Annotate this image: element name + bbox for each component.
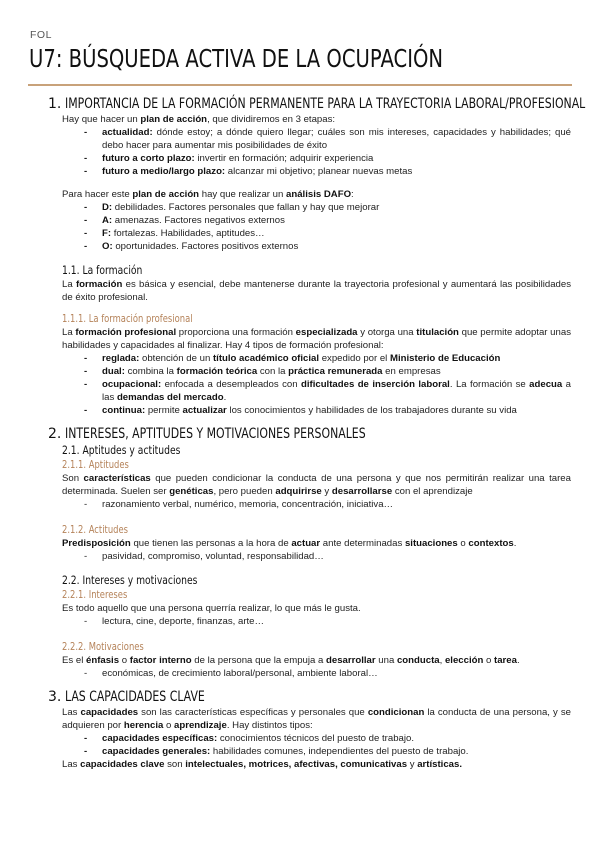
subsubsection-heading: 2.1.2. Actitudes: [62, 524, 129, 536]
paragraph: Hay que hacer un plan de acción, que dividiremos en 3 etapas:: [62, 114, 336, 125]
list-item: - económicas, de crecimiento laboral/personal, ambiente laboral…: [0, 667, 571, 680]
list-item: - continua: permite actualizar los conocimientos y habilidades de los trabajadores durante su vida: [0, 404, 571, 417]
document-content: [0, 95, 600, 771]
section-1-heading: 1. IMPORTANCIA DE LA FORMACIÓN PERMANENTE PARA LA TRAYECTORIA LABORAL/PROFESIONAL: [48, 96, 586, 112]
list-item: - pasividad, compromiso, voluntad, responsabilidad…: [0, 550, 571, 563]
paragraph: Es el énfasis o factor interno de la persona que la empuja a desarrollar una conducta, elección o tarea.: [62, 655, 520, 666]
intereses-examples: [0, 615, 600, 628]
etapas-list: [0, 126, 600, 178]
section-2-heading: 2. INTERESES, APTITUDES Y MOTIVACIONES PERSONALES: [48, 426, 366, 442]
paragraph: Las capacidades clave son intelectuales, motrices, afectivas, comunicativas y artísticas.: [62, 759, 463, 770]
paragraph: Las capacidades son las características específicas y personales que condicionan la conducta de una persona, y se adquieren por herencia o aprendizaje. Hay distintos tipos:: [62, 707, 571, 731]
list-item: - capacidades específicas: conocimientos técnicos del puesto de trabajo.: [0, 732, 571, 745]
subsubsection-heading: 2.2.2. Motivaciones: [62, 641, 144, 653]
aptitudes-examples: [0, 498, 600, 511]
list-item: - A: amenazas. Factores negativos externos: [0, 214, 571, 227]
paragraph: Para hacer este plan de acción hay que realizar un análisis DAFO:: [62, 189, 354, 200]
paragraph: Predisposición que tienen las personas a la hora de actuar ante determinadas situaciones o contextos.: [62, 538, 517, 549]
subsubsection-heading: 2.2.1. Intereses: [62, 589, 128, 601]
dafo-list: [0, 201, 600, 253]
list-item: - dual: combina la formación teórica con la práctica remunerada en empresas: [0, 365, 571, 378]
list-item: - F: fortalezas. Habilidades, aptitudes…: [0, 227, 571, 240]
list-item: - reglada: obtención de un título académico oficial expedido por el Ministerio de Educación: [0, 352, 571, 365]
fp-types-list: [0, 352, 600, 417]
subsubsection-heading: 1.1.1. La formación profesional: [62, 313, 193, 325]
course-label: FOL: [30, 29, 52, 41]
list-item: - actualidad: dónde estoy; a dónde quiero llegar; cuáles son mis intereses, capacidades y habilidades; qué debo hacer para aumentar mis posibilidades de éxito: [0, 126, 571, 152]
list-item: - futuro a corto plazo: invertir en formación; adquirir experiencia: [0, 152, 571, 165]
capacidades-list: [0, 732, 600, 758]
list-item: - ocupacional: enfocada a desempleados con dificultades de inserción laboral. La formación se adecua a las demandas del mercado.: [0, 378, 571, 404]
page-title: U7: BÚSQUEDA ACTIVA DE LA OCUPACIÓN: [29, 44, 444, 73]
list-item: - razonamiento verbal, numérico, memoria, concentración, iniciativa…: [0, 498, 571, 511]
subsection-heading: 1.1. La formación: [62, 263, 143, 277]
subsection-heading: 2.2. Intereses y motivaciones: [62, 573, 198, 587]
subsection-heading: 2.1. Aptitudes y actitudes: [62, 443, 181, 457]
list-item: - capacidades generales: habilidades comunes, independientes del puesto de trabajo.: [0, 745, 571, 758]
title-divider: [28, 84, 572, 86]
list-item: - lectura, cine, deporte, finanzas, arte…: [0, 615, 571, 628]
list-item: - D: debilidades. Factores personales que fallan y hay que mejorar: [0, 201, 571, 214]
paragraph: Son características que pueden condicionar la conducta de una persona y que nos permitirán realizar una tarea determinada. Suelen ser genéticas, pero pueden adquirirse y desarrollarse con el aprendizaje: [62, 473, 571, 497]
actitudes-examples: [0, 550, 600, 563]
paragraph: La formación es básica y esencial, debe mantenerse durante la trayectoria profesional y aumentará las posibilidades de éxito profesional.: [62, 279, 572, 303]
section-3-heading: 3. LAS CAPACIDADES CLAVE: [48, 689, 205, 705]
motivaciones-examples: [0, 667, 600, 680]
list-item: - O: oportunidades. Factores positivos externos: [0, 240, 571, 253]
paragraph: Es todo aquello que una persona querría realizar, lo que más le gusta.: [62, 603, 361, 614]
list-item: - futuro a medio/largo plazo: alcanzar mi objetivo; planear nuevas metas: [0, 165, 571, 178]
subsubsection-heading: 2.1.1. Aptitudes: [62, 459, 129, 471]
paragraph: La formación profesional proporciona una formación especializada y otorga una titulación que permite adoptar unas habilidades y capacidades al finalizar. Hay 4 tipos de formación profesional:: [62, 327, 571, 351]
